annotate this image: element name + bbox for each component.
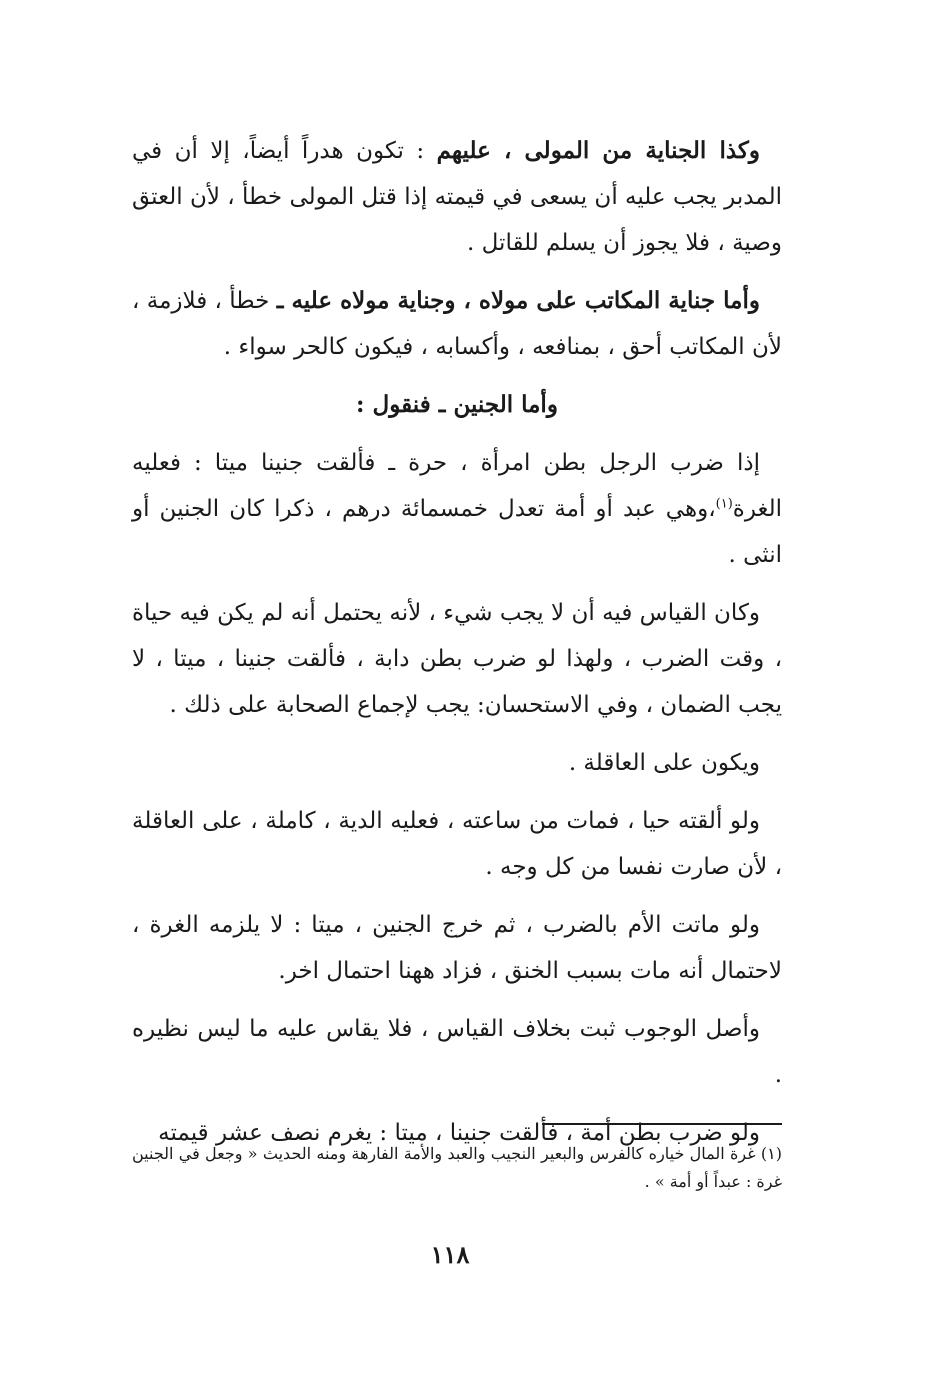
paragraph-mother-died: ولو ماتت الأم بالضرب ، ثم خرج الجنين ، ميتا : لا يلزمه الغرة ، لاحتمال أنه مات بسبب الخنق ، فزاد ههنا احتمال اخر. [132,912,782,984]
paragraph-body: : تكون هدراً أيضاً، إلا أن في المدبر يجب عليه أن يسعى في قيمته إذا قتل المولى خطأ ، لأن العتق وصية ، فلا يجوز أن يسلم للقاتل . [132,138,782,256]
paragraph-mukatab-crime [132,278,782,370]
paragraph-mawla-crime [132,128,782,266]
section-heading-janin: وأما الجنين ـ فنقول : [356,391,558,418]
page-number: ١١٨ [430,1240,470,1269]
paragraph-ama: ولو ضرب بطن أمة ، فألقت جنينا ، ميتا : يغرم نصف عشر قيمته [158,1120,760,1146]
paragraph-lead: وأما جناية المكاتب على مولاه ، وجناية مولاه عليه ـ [276,287,760,314]
paragraph-qiyas: وكان القياس فيه أن لا يجب شيء ، لأنه يحتمل أنه لم يكن فيه حياة ، وقت الضرب ، ولهذا لو ضرب بطن دابة ، فألقت جنينا ، ميتا ، لا يجب الضمان ، وفي الاستحسان: يجب لإجماع الصحابة على ذلك . [132,600,782,718]
paragraph-body: ،وهي عبد أو أمة تعدل خمسمائة درهم ، ذكرا كان الجنين أو انثى . [132,496,782,568]
footnote: (١) غرة المال خياره كالفرس والبعير النجيب والعبد والأمة الفارهة ومنه الحديث « وجعل في الجنين غرة : عبداً أو أمة » . [132,1144,782,1191]
paragraph-lead: وكذا الجناية من المولى ، عليهم [436,137,760,164]
paragraph-alive: ولو ألقته حيا ، فمات من ساعته ، فعليه الدية ، كاملة ، على العاقلة ، لأن صارت نفسا من كل وجه . [132,808,782,880]
paragraph-aqila: ويكون على العاقلة . [568,750,760,776]
main-text [132,128,782,1168]
footnote-marker: (١) [715,496,733,512]
paragraph-body: خطأ ، فلازمة ، لأن المكاتب أحق ، بمنافعه ، وأكسابه ، فيكون كالحر سواء . [132,288,782,360]
paragraph-body: إذا ضرب الرجل بطن امرأة ، حرة ـ فألقت جنينا ميتا : فعليه الغرة [132,450,782,522]
footnote-divider [542,1123,782,1125]
paragraph-asl-wujub: وأصل الوجوب ثبت بخلاف القياس ، فلا يقاس عليه ما ليس نظيره . [132,1016,782,1088]
paragraph-ghurra [132,440,782,578]
